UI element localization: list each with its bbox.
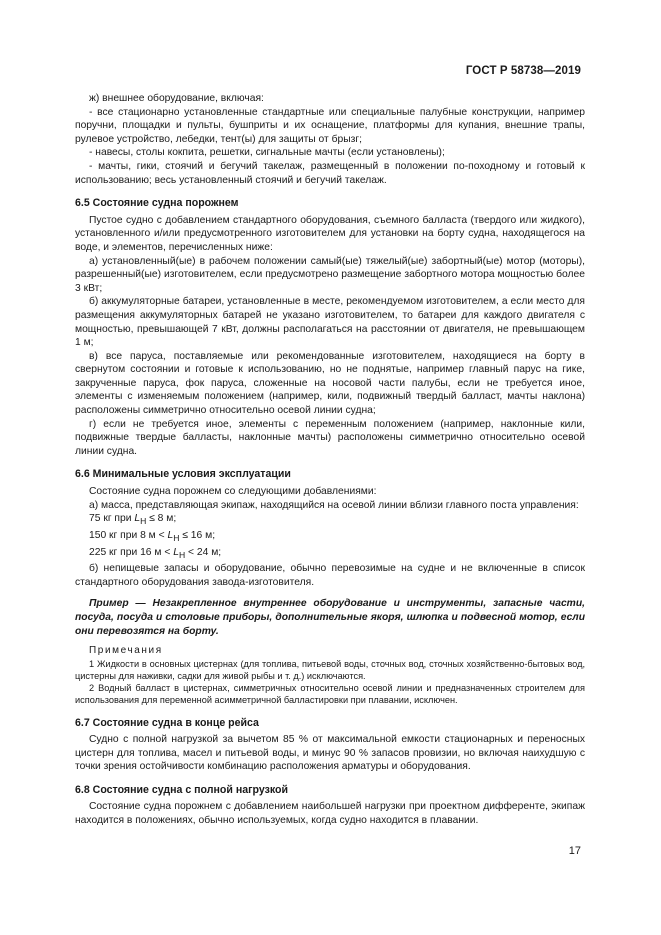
- list-subitem: - мачты, гики, стоячий и бегучий такелаж, размещенный в положении по-походному и готовый к использованию; весь установленный стоячий и бегучий такелаж.: [75, 160, 585, 186]
- section-heading-6-5: 6.5 Состояние судна порожнем: [75, 197, 239, 210]
- notes-heading: Примечания: [89, 645, 163, 657]
- mass-condition-3: 225 кг при 16 $м < L_H < 24$ м;: [89, 546, 222, 560]
- paragraph: Состояние судна порожнем с добавлением наибольшей нагрузки при проектном дифференте, экипаж находится в положениях, обычно используемых, когда судно находится в плавании.: [75, 801, 585, 827]
- paragraph: Пустое судно с добавлением стандартного оборудования, съемного балласта (твердого или жидкого), установленного и/или предусмотренного изготовителем для установки на борту судна, находящегося на воде, и элементов, перечисленных ниже:: [75, 214, 585, 253]
- example-note: Пример — Незакрепленное внутреннее оборудование и инструменты, запасные части, посуда, посуда и столовые приборы, дополнительные якоря, шлюпка и подвесной мотор, если они перевозятся на борту.: [75, 598, 585, 637]
- note-1: 1 Жидкости в основных цистернах (для топлива, питьевой воды, сточных вод, сточных хозяйственно-бытовых вод, цистерны для наживки, садки для живой рыбы и т. д.) исключаются.: [75, 658, 585, 681]
- section-heading-6-6: 6.6 Минимальные условия эксплуатации: [75, 468, 291, 481]
- list-item-a: а) установленный(ые) в рабочем положении самый(ые) тяжелый(ые) забортный(ые) мотор (моторы), разрешенный(ые) изготовителем, если предусмотрено размещение забортного мотора мощностью более 3 кВт;: [75, 255, 585, 294]
- list-item-g: г) если не требуется иное, элементы с переменным положением (например, наклонные кили, подвижные твердые балласты, наклонные мачты) расположены симметрично относительно осевой линии судна.: [75, 418, 585, 457]
- list-item-zh: ж) внешнее оборудование, включая:: [89, 93, 264, 104]
- list-subitem: - навесы, столы кокпита, решетки, сигнальные мачты (если установлены);: [89, 147, 445, 159]
- list-item-a: а) масса, представляющая экипаж, находящийся на осевой линии вблизи главного поста управления:: [89, 499, 579, 511]
- list-item-b: б) аккумуляторные батареи, установленные в месте, рекомендуемом изготовителем, а если место для размещения аккумуляторных батарей не указано изготовителем, то батареи для каждого двигателя с мощностью, превышающей 7 кВт, должны располагаться на расстоянии от двигателя, не превышающем 1 м;: [75, 296, 585, 349]
- section-heading-6-7: 6.7 Состояние судна в конце рейса: [75, 716, 259, 729]
- section-heading-6-8: 6.8 Состояние судна с полной нагрузкой: [75, 783, 289, 796]
- list-subitem: - все стационарно установленные стандартные или специальные палубные конструкции, например поручни, площадки и пульты, бушприты и их оснащение, платформы для купания, внешние трапы, рулевое устройство, лебедки, тент(ы) для защиты от брызг;: [75, 106, 585, 145]
- document-code-header: ГОСТ Р 58738—2019: [465, 65, 581, 77]
- list-item-v: в) все паруса, поставляемые или рекомендованные изготовителем, находящиеся на борту в свернутом состоянии и готовые к использованию, но не поднятые, например главный парус на гике, закрученные паруса, фок паруса, сложенные на носовой части палубы, если не требуется иное, элементы с изменяемым положением (например, кили, подвижный твердый балласт, мачты наклона) расположены симметрично относительно осевой линии судна;: [75, 350, 585, 417]
- note-2: 2 Водный балласт в цистернах, симметричных относительно осевой линии и предназначенных строителем для использования для переменной асимметричной балластировки при плавании, исключен.: [75, 683, 585, 706]
- document-body: [75, 92, 585, 828]
- mass-condition-2: 150 кг при 8 $м < L_H \le 16$ м;: [89, 529, 216, 543]
- paragraph: Судно с полной нагрузкой за вычетом 85 % от максимальной емкости стационарных и переносных цистерн для топлива, масел и питьевой воды, и минус 90 % запасов провизии, но включая наихудшую с точки зрения остойчивости комбинацию расположения арматуры и оборудования.: [75, 734, 585, 773]
- paragraph: Состояние судна порожнем со следующими добавлениями:: [89, 486, 377, 498]
- list-item-b: б) непищевые запасы и оборудование, обычно перевозимые на судне и не включенные в список стандартного оборудования завода-изготовителя.: [75, 563, 585, 588]
- page-number: 17: [568, 845, 581, 857]
- mass-condition-1: 75 кг при $L_H \le 8$ м;: [89, 513, 177, 527]
